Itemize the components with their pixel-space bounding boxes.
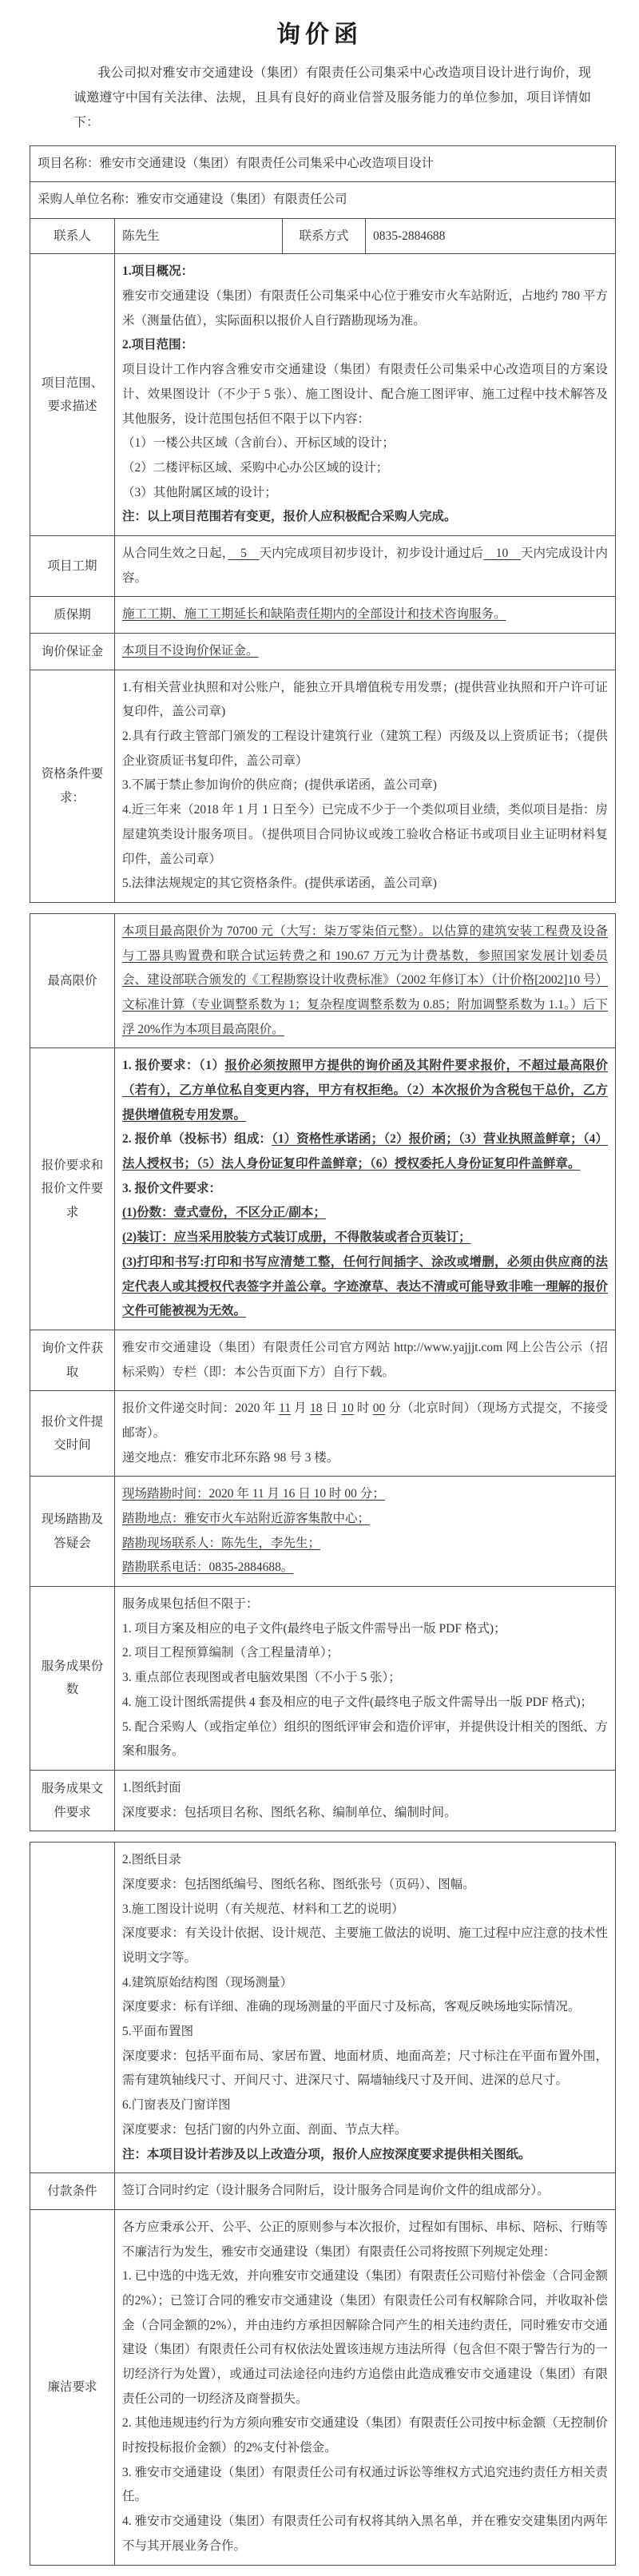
row-paragraph <box>122 1177 608 1202</box>
table-row <box>30 218 616 253</box>
text-run: 采购人单位名称：雅安市交通建设（集团）有限责任公司 <box>38 193 347 207</box>
row-label: 现场踏勘及答疑会 <box>30 1477 115 1587</box>
text-run: （1）资格性承诺函；（2）报价函；（3）营业执照盖鲜章；（4）法人授权书；（5）法人身份证复印件盖鲜章；（6）授权委托人身份证复印件盖鲜章。 <box>122 1132 608 1171</box>
text-run: 5. 配合采购人（或指定单位）组织的图纸评审会和造价评审，并提供设计相关的图纸、方案和服务。 <box>122 1719 608 1759</box>
document-table <box>30 913 616 1831</box>
row-paragraph <box>122 456 608 481</box>
text-run: 天内完成设计内容。 <box>122 546 608 585</box>
table-row <box>30 597 616 634</box>
text-run: 报价文件递交时间：2020 年 <box>122 1401 280 1416</box>
contact-value: 陈先生 <box>115 218 283 253</box>
row-paragraph <box>122 1848 608 1873</box>
text-run: 天内完成项目初步设计，初步设计通过后 <box>259 546 484 560</box>
text-run: 4. 雅安市交通建设（集团）有限责任公司有权将其纳入黑名单，并在雅安交建集团内两年不与其开展业务合作。 <box>122 2514 609 2553</box>
text-run: 施工工期、施工工期延长和缺陷责任期内的全部设计和技术咨询服务。 <box>122 607 506 622</box>
text-run: 1. 已中选的中选无效，并向雅安市交通建设（集团）有限责任公司赔付补偿金（合同金额的2%）；已签订合同的雅安市交通建设（集团）有限责任公司有权解除合同，并收取补偿金（合同金额的2%），并由违约方承担因解除合同产生的相关违约责任，同时雅安市交通建设（集团）有限责任公司有权依法处置该违规方违法所得（包含但不限于警告行为的一切经济行为处置），或通过司法途径向违约方追偿由此造成雅安市交通建设（集团）有限责任公司的一切经济及商誉损失。 <box>122 2269 609 2406</box>
row-paragraph <box>122 2179 608 2204</box>
row-content <box>115 1477 616 1587</box>
row-paragraph <box>122 1556 608 1580</box>
document-table <box>30 145 616 903</box>
row-paragraph <box>122 2216 608 2264</box>
row-content <box>115 913 616 1047</box>
text-run: 踏勘地点：雅安市火车站附近游客集散中心； <box>122 1512 371 1525</box>
row-paragraph <box>122 1691 608 1715</box>
text-run: 2. 报价单（投标书）组成： <box>122 1132 272 1147</box>
row-label: 廉洁要求 <box>30 2209 115 2565</box>
row-content <box>115 1330 616 1390</box>
text-run: 项目设计工作内容含雅安市交通建设（集团）有限责任公司集采中心改造项目的方案设计、效果图设计（不少于 5 张）、施工图设计、配合施工图评审、施工过程中技术解答及其他服务，设计范围包括但不限于以下内容： <box>122 363 609 426</box>
text-run: 3.不属于禁止参加询价的供应商；(提供承诺函，盖公司章) <box>122 778 437 793</box>
text-run: 3. 报价文件要求： <box>122 1181 222 1195</box>
row-paragraph <box>122 2143 608 2168</box>
row-label: 项目工期 <box>30 535 115 596</box>
row-content <box>115 1391 616 1477</box>
row-paragraph <box>122 1898 608 1922</box>
table-row <box>30 913 616 1047</box>
row-paragraph <box>122 333 608 358</box>
row-content <box>115 597 616 634</box>
text-run: 各方应秉承公开、公平、公正的原则参与本次报价，过程如有围标、串标、陪标、行贿等不廉洁行为发生，雅安市交通建设（集团）有限责任公司将按照下列规定处理： <box>122 2220 609 2259</box>
text-run: （3）其他附属区域的设计； <box>122 485 277 499</box>
text-run: 6.门窗表及门窗详图 <box>122 2098 231 2113</box>
text-run: 注：以上项目范围若有变更，报价人应积极配合采购人完成。 <box>122 510 457 524</box>
row-paragraph <box>122 1715 608 1764</box>
row-paragraph <box>122 1641 608 1666</box>
table-row <box>30 535 616 596</box>
row-paragraph <box>122 1054 608 1127</box>
row-paragraph <box>122 1776 608 1801</box>
row-paragraph <box>122 505 608 530</box>
text-run: 雅安市交通建设（集团）有限责任公司官方网站 http://www.yajjjt.com 网上公告公示（招标采购）专栏（即：本公告页面下方）自行下载。 <box>122 1340 608 1379</box>
text-run: 深度要求：有关设计依据、设计规范、主要施工做法的说明、施工过程中应注意的技术性说明文字等。 <box>122 1926 609 1965</box>
row-paragraph <box>122 920 608 1042</box>
row-paragraph <box>122 1617 608 1642</box>
text-run: 时 <box>353 1401 373 1416</box>
row-paragraph <box>122 284 608 333</box>
text-run: 1.有相关营业执照和对公账户，能独立开具增值税专用发票；(提供营业执照和开户许可证复印件，盖公司章) <box>122 680 609 719</box>
table-row <box>30 1048 616 1330</box>
text-run: 5 <box>228 546 260 560</box>
document-tables <box>0 145 639 2566</box>
text-run: (2)装订：应当采用胶装方式装订成册，不得散装或者合页装订； <box>122 1230 471 1245</box>
row-paragraph <box>122 2093 608 2118</box>
row-paragraph <box>122 1922 608 1970</box>
row-paragraph <box>122 1336 608 1385</box>
row-paragraph <box>38 152 608 177</box>
text-run: 3.施工图设计说明（有关规范、材料和工艺的说明） <box>122 1902 404 1916</box>
row-paragraph <box>122 2045 608 2093</box>
row-paragraph <box>122 1226 608 1250</box>
text-run: 报价必须按照甲方提供的询价函及其附件要求报价，不超过最高限价（若有），乙方单位私自变更内容，甲方有权拒绝。（2）本次报价为含税包干总价，乙方提供增值税专用发票。 <box>122 1059 608 1122</box>
text-run: 签订合同时约定（设计服务合同附后，设计服务合同是询价文件的组成部分）。 <box>122 2184 550 2198</box>
row-paragraph <box>122 872 608 896</box>
row-paragraph <box>122 1250 608 1324</box>
text-run: 深度要求：包括平面布局、家居布置、地面材质、地面高差；尺寸标注在平面布置外围，需有建筑轴线尺寸、开间尺寸、进深尺寸、隔墙轴线尺寸及开间、进深的总尺寸。 <box>122 2049 609 2088</box>
row-paragraph <box>122 431 608 456</box>
table-row <box>30 254 616 536</box>
text-run: 本项目最高限价为 70700 元（大写：柒万零柒佰元整）。以估算的建筑安装工程费及设备与工器具购置费和联合试运转费之和 190.67 万元为计费基数，参照国家发展计划委员会、建设部联合颁发的《工程勘察设计收费标准》（2002 年修订本）（计价格[2002]10 号）文标准计算（专业调整系数为 1；复杂程度调整系数为 0.85；附加调整系数为 1.1。）后下浮 20%作为本项目最高限价。 <box>122 924 608 1036</box>
text-run: 2.项目范围： <box>122 338 194 352</box>
row-content <box>115 1048 616 1330</box>
row-paragraph <box>122 2461 608 2510</box>
row-paragraph <box>122 798 608 872</box>
row-paragraph <box>122 1971 608 1996</box>
text-run: 2.具有行政主管部门颁发的工程设计建筑行业（建筑工程）丙级及以上资质证书；（提供企业资质证书复印件，盖公司章） <box>122 729 609 768</box>
row-label: 付款条件 <box>30 2173 115 2210</box>
row-label: 询价文件获取 <box>30 1330 115 1390</box>
table-row <box>30 2209 616 2565</box>
table-row <box>30 1477 616 1587</box>
row-label: 报价文件提交时间 <box>30 1391 115 1477</box>
row-paragraph <box>122 542 608 590</box>
row-label: 服务成果份数 <box>30 1587 115 1771</box>
text-run: 日 <box>322 1401 342 1416</box>
text-run: 现场踏勘时间：2020 年 11 月 16 日 10 时 00 分； <box>122 1487 385 1501</box>
row-paragraph <box>122 1666 608 1691</box>
contact-label: 联系人 <box>30 218 115 253</box>
text-run: （2）二楼评标区域、采购中心办公区域的设计； <box>122 460 389 475</box>
table-row <box>30 634 616 670</box>
table-row <box>30 1330 616 1390</box>
document-table <box>30 1842 616 2565</box>
text-run: 4.建筑原始结构图（现场测量） <box>122 1975 293 1990</box>
text-run: 4. 施工设计图纸需提供 4 套及相应的电子文件(最终电子版文件需导出一版 PDF 格式)； <box>122 1695 593 1709</box>
text-run: 11 <box>279 1401 292 1416</box>
text-run: 递交地点：雅安市北环东路 98 号 3 楼。 <box>122 1450 339 1465</box>
text-run: 服务成果包括但不限于： <box>122 1597 259 1612</box>
text-run: 2. 其他违规违约行为方须向雅安市交通建设（集团）有限责任公司按中标金额（无控制价时按投标报价金额）的2%支付补偿金。 <box>122 2416 609 2455</box>
text-run: 深度要求：包括图纸编号、图纸名称、图纸张号（页码）、图幅。 <box>122 1877 475 1891</box>
row-paragraph <box>122 2411 608 2460</box>
row-paragraph <box>122 602 608 627</box>
row-label: 询价保证金 <box>30 634 115 670</box>
text-run: 2.图纸目录 <box>122 1853 181 1867</box>
row-label: 最高限价 <box>30 913 115 1047</box>
row-content <box>115 254 616 536</box>
text-run: 分（北京时间）（现场方式提交，不接受邮寄）。 <box>122 1401 608 1440</box>
text-run: 月 <box>291 1401 310 1416</box>
row-paragraph <box>122 1995 608 2020</box>
table-row <box>30 2173 616 2210</box>
row-content <box>115 535 616 596</box>
row-label: 资格条件要求： <box>30 670 115 902</box>
row-label <box>30 1843 115 2173</box>
text-run: 3. 雅安市交通建设（集团）有限责任公司有权通过诉讼等维权方式追究违约责任方相关责任。 <box>122 2465 609 2504</box>
row-paragraph <box>122 260 608 284</box>
table-row <box>30 1587 616 1771</box>
table-row <box>30 1391 616 1477</box>
text-run: 深度要求：标有详细、准确的现场测量的平面尺寸及标高，客观反映场地实际情况。 <box>122 2000 581 2014</box>
text-run: 00 <box>372 1401 386 1416</box>
text-run: 1.项目概况： <box>122 264 194 279</box>
row-paragraph <box>122 1592 608 1617</box>
row-paragraph <box>122 1201 608 1226</box>
text-run: （1）一楼公共区域（含前台）、开标区域的设计； <box>122 436 395 451</box>
row-paragraph <box>38 188 608 213</box>
text-run: 2. 项目工程预算编制（含工程量清单）； <box>122 1646 339 1660</box>
row-content <box>115 634 616 670</box>
text-run: 1.图纸封面 <box>122 1780 181 1795</box>
row-content <box>30 182 616 219</box>
row-label: 质保期 <box>30 597 115 634</box>
row-paragraph <box>122 639 608 664</box>
row-paragraph <box>122 1482 608 1507</box>
text-run: 注：本项目设计若涉及以上改造分项，报价人应按深度要求提供相关图纸。 <box>122 2147 531 2161</box>
contact-label: 联系方式 <box>283 218 366 253</box>
text-run: 本项目不设询价保证金。 <box>122 644 259 658</box>
row-content <box>115 2173 616 2210</box>
table-row <box>30 182 616 219</box>
row-paragraph <box>122 358 608 431</box>
table-row <box>30 670 616 902</box>
row-paragraph <box>122 1873 608 1898</box>
text-run: 1. 报价要求：（1） <box>122 1059 225 1073</box>
text-run: 1. 项目方案及相应的电子文件(最终电子版文件需导出一版 PDF 格式)； <box>122 1621 506 1636</box>
row-paragraph <box>122 1532 608 1556</box>
row-paragraph <box>122 2020 608 2045</box>
text-run: (1)份数：壹式壹份，不区分正/副本； <box>122 1206 326 1220</box>
table-row <box>30 145 616 182</box>
row-label: 项目范围、要求描述 <box>30 254 115 536</box>
row-label: 报价要求和报价文件要求 <box>30 1048 115 1330</box>
row-paragraph <box>122 676 608 725</box>
row-paragraph <box>122 1397 608 1445</box>
contact-value: 0835-2884688 <box>366 218 616 253</box>
row-paragraph <box>122 1507 608 1532</box>
text-run: 10 <box>341 1401 354 1416</box>
row-content <box>115 670 616 902</box>
row-content <box>115 1843 616 2173</box>
text-run: 雅安市交通建设（集团）有限责任公司集采中心位于雅安市火车站附近，占地约 780 平方米（测量估值），实际面积以报价人自行踏勘现场为准。 <box>122 289 609 328</box>
text-run: 10 <box>483 546 521 560</box>
text-run: 项目名称：雅安市交通建设（集团）有限责任公司集采中心改造项目设计 <box>38 156 435 170</box>
text-run: (3)打印和书写:打印和书写应清楚工整，任何行间插字、涂改或增删，必须由供应商的法定代表人或其授权代表签字并盖公章。字迹潦草、表达不清或可能导致非唯一理解的报价文件可能被视为无效。 <box>122 1254 608 1318</box>
text-run: 深度要求：包括门窗的内外立面、剖面、节点大样。 <box>122 2122 407 2137</box>
page-title: 询价函 <box>276 22 363 48</box>
row-content <box>115 1587 616 1771</box>
row-paragraph <box>122 1446 608 1471</box>
text-run: 踏勘现场联系人：陈先生，李先生； <box>122 1536 321 1550</box>
row-content <box>115 1770 616 1831</box>
text-run: 从合同生效之日起， <box>122 546 228 560</box>
row-paragraph <box>122 725 608 773</box>
text-run: 5.法律法规规定的其它资格条件。(提供承诺函，盖公司章) <box>122 877 437 891</box>
row-paragraph <box>122 2510 608 2558</box>
text-run: 深度要求：包括项目名称、图纸名称、编制单位、编制时间。 <box>122 1805 457 1819</box>
table-row <box>30 1843 616 2173</box>
table-row <box>30 1770 616 1831</box>
row-paragraph <box>122 481 608 506</box>
row-paragraph <box>122 773 608 798</box>
text-run: 18 <box>309 1401 323 1416</box>
row-content <box>30 145 616 182</box>
text-run: 3. 重点部位表现图或者电脑效果图（不小于 5 张）； <box>122 1671 401 1685</box>
row-paragraph <box>122 1801 608 1826</box>
row-label: 服务成果文件要求 <box>30 1770 115 1831</box>
row-paragraph <box>122 1127 608 1176</box>
row-paragraph <box>122 2264 608 2411</box>
text-run: 踏勘联系电话：0835-2884688。 <box>122 1560 294 1575</box>
row-paragraph <box>122 2118 608 2143</box>
text-run: 5.平面布置图 <box>122 2025 194 2039</box>
row-content <box>115 2209 616 2565</box>
text-run: 4.近三年来（2018 年 1 月 1 日至今）已完成不少于一个类似项目业绩，类似项目是指：房屋建筑类设计服务项目。（提供项目合同协议或竣工验收合格证书或项目业主证明材料复印件，盖公司章） <box>122 803 609 866</box>
intro-paragraph: 我公司拟对雅安市交通建设（集团）有限责任公司集采中心改造项目设计进行询价，现诚邀遵守中国有关法律、法规，且具有良好的商业信誉及服务能力的单位参加，项目详情如下： <box>73 66 591 130</box>
